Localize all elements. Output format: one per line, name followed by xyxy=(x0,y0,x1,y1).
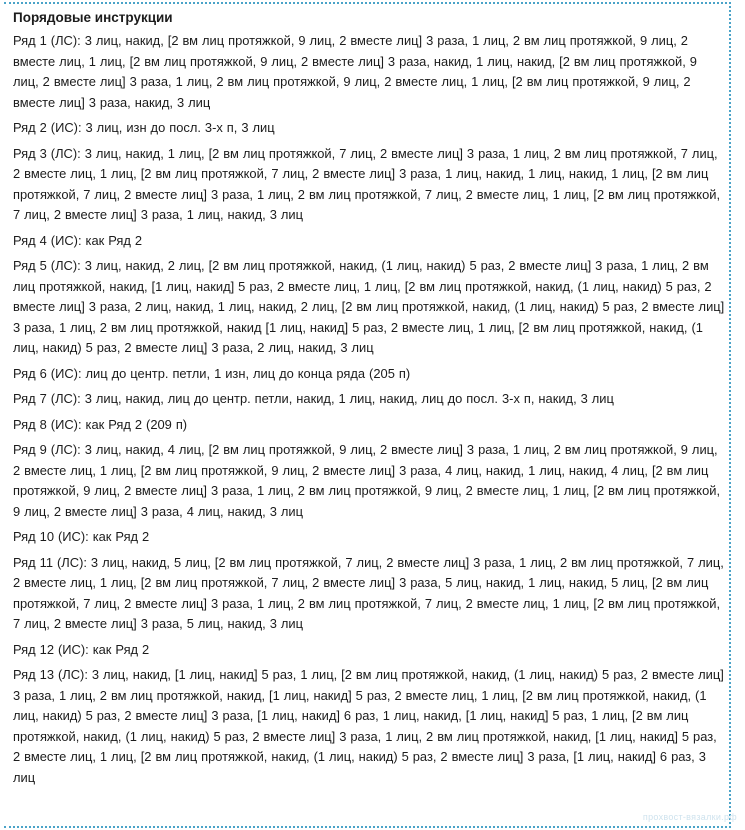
instructions-content xyxy=(13,8,725,793)
row-instruction-3: Ряд 3 (ЛС): 3 лиц, накид, 1 лиц, [2 вм лиц протяжкой, 7 лиц, 2 вместе лиц] 3 раза, 1 лиц, 2 вм лиц протяжкой, 7 лиц, 2 вместе лиц, 1 лиц, [2 вм лиц протяжкой, 7 лиц, 2 вместе лиц] 3 раза, 1 лиц, накид, 1 лиц, накид, 1 лиц, [2 вм лиц протяжкой, 7 лиц, 2 вместе лиц] 3 раза, 1 лиц, 2 вм лиц протяжкой, 7 лиц, 2 вместе лиц, 1 лиц, [2 вм лиц протяжкой, 7 лиц, 2 вместе лиц] 3 раза, 1 лиц, накид, 3 лиц xyxy=(13,145,721,222)
row-instruction-11: Ряд 11 (ЛС): 3 лиц, накид, 5 лиц, [2 вм лиц протяжкой, 7 лиц, 2 вместе лиц] 3 раза, 1 лиц, 2 вм лиц протяжкой, 7 лиц, 2 вместе лиц, 1 лиц, [2 вм лиц протяжкой, 7 лиц, 2 вместе лиц] 3 раза, 5 лиц, накид, 1 лиц, накид, 5 лиц, [2 вм лиц протяжкой, 7 лиц, 2 вместе лиц] 3 раза, 1 лиц, 2 вм лиц протяжкой, 7 лиц, 2 вместе лиц, 1 лиц, [2 вм лиц протяжкой, 7 лиц, 2 вместе лиц] 3 раза, 5 лиц, накид, 3 лиц xyxy=(13,554,724,631)
section-title: Порядовые инструкции xyxy=(13,10,173,25)
row-instruction-4: Ряд 4 (ИС): как Ряд 2 xyxy=(13,232,143,248)
row-instruction-10: Ряд 10 (ИС): как Ряд 2 xyxy=(13,529,150,544)
row-instruction-12: Ряд 12 (ИС): как Ряд 2 xyxy=(13,641,150,657)
row-instruction-6: Ряд 6 (ИС): лиц до центр. петли, 1 изн, лиц до конца ряда (205 п) xyxy=(13,365,411,381)
row-instruction-13: Ряд 13 (ЛС): 3 лиц, накид, [1 лиц, накид] 5 раз, 1 лиц, [2 вм лиц протяжкой, накид, (1 лиц, накид) 5 раз, 2 вместе лиц] 3 раза, 1 лиц, 2 вм лиц протяжкой, накид, [1 лиц, накид] 5 раз, 2 вместе лиц, 1 лиц, [2 вм лиц протяжкой, накид, (1 лиц, накид) 5 раз, 2 вместе лиц] 3 раза, [1 лиц, накид] 6 раз, 1 лиц, накид, [1 лиц, накид] 5 раз, 1 лиц, [2 вм лиц протяжкой, накид, (1 лиц, накид) 5 раз, 2 вместе лиц] 3 раза, 1 лиц, 2 вм лиц протяжкой, накид, [1 лиц, накид] 5 раз, 2 вместе лиц, 1 лиц, [2 вм лиц протяжкой, накид, (1 лиц, накид) 5 раз, 2 вместе лиц] 3 раза, [1 лиц, накид] 6 раз, 3 лиц xyxy=(13,667,724,785)
row-instruction-8: Ряд 8 (ИС): как Ряд 2 (209 п) xyxy=(13,416,188,432)
row-instruction-2: Ряд 2 (ИС): 3 лиц, изн до посл. 3-х п, 3 лиц xyxy=(13,120,275,135)
site-watermark: прохвост-вязалки.рф xyxy=(642,812,737,822)
row-instruction-1: Ряд 1 (ЛС): 3 лиц, накид, [2 вм лиц протяжкой, 9 лиц, 2 вместе лиц] 3 раза, 1 лиц, 2 вм лиц протяжкой, 9 лиц, 2 вместе лиц, 1 лиц, [2 вм лиц протяжкой, 9 лиц, 2 вместе лиц] 3 раза, накид, 1 лиц, накид, [2 вм лиц протяжкой, 9 лиц, 2 вместе лиц] 3 раза, 1 лиц, 2 вм лиц протяжкой, 9 лиц, 2 вместе лиц, 1 лиц, [2 вм лиц протяжкой, 9 лиц, 2 вместе лиц] 3 раза, накид, 3 лиц xyxy=(13,33,697,110)
row-instruction-5: Ряд 5 (ЛС): 3 лиц, накид, 2 лиц, [2 вм лиц протяжкой, накид, (1 лиц, накид) 5 раз, 2 вместе лиц] 3 раза, 1 лиц, 2 вм лиц протяжкой, накид, [1 лиц, накид] 5 раз, 2 вместе лиц, 1 лиц, [2 вм лиц протяжкой, накид, (1 лиц, накид) 5 раз, 2 вместе лиц] 3 раза, 2 лиц, накид, 1 лиц, накид, 2 лиц, [2 вм лиц протяжкой, накид, (1 лиц, накид) 5 раз, 2 вместе лиц] 3 раза, 1 лиц, 2 вм лиц протяжкой, накид [1 лиц, накид] 5 раз, 2 вместе лиц, 1 лиц, [2 вм лиц протяжкой, накид, (1 лиц, накид) 5 раз, 2 вместе лиц] 3 раза, 2 лиц, накид, 3 лиц xyxy=(13,258,725,355)
row-instruction-7: Ряд 7 (ЛС): 3 лиц, накид, лиц до центр. петли, накид, 1 лиц, накид, лиц до посл. 3-х п, накид, 3 лиц xyxy=(13,391,614,406)
row-instruction-9: Ряд 9 (ЛС): 3 лиц, накид, 4 лиц, [2 вм лиц протяжкой, 9 лиц, 2 вместе лиц] 3 раза, 1 лиц, 2 вм лиц протяжкой, 9 лиц, 2 вместе лиц, 1 лиц, [2 вм лиц протяжкой, 9 лиц, 2 вместе лиц] 3 раза, 4 лиц, накид, 1 лиц, накид, 4 лиц, [2 вм лиц протяжкой, 9 лиц, 2 вместе лиц] 3 раза, 1 лиц, 2 вм лиц протяжкой, 9 лиц, 2 вместе лиц, 1 лиц, [2 вм лиц протяжкой, 9 лиц, 2 вместе лиц] 3 раза, 4 лиц, накид, 3 лиц xyxy=(13,442,721,519)
